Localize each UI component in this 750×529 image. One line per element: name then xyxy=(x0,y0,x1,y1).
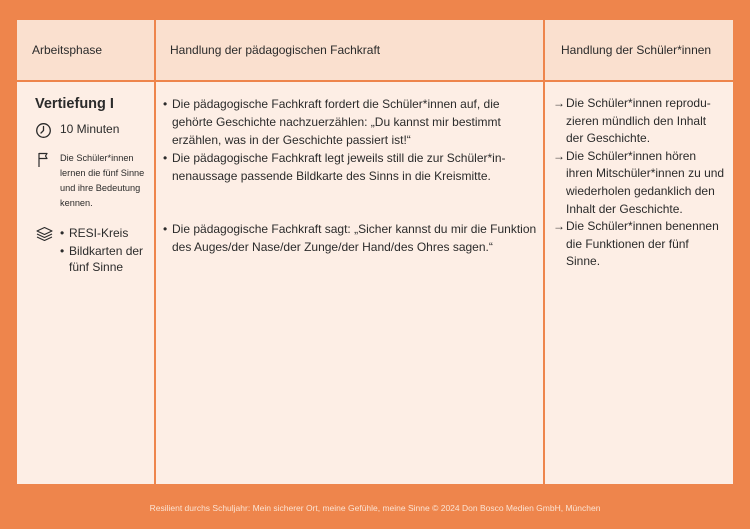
teacher-bullet: • Die pädagogische Fachkraft legt jeweils still die zur Schüler*innenaussage passende Bildkarte des Sinns in die Kreismitte. xyxy=(163,149,543,185)
copyright-footer: Resilient durchs Schuljahr: Mein sicherer Ort, meine Gefühle, meine Sinne © 2024 Don Bosco Medien GmbH, München xyxy=(149,503,601,513)
teacher-bullet: • Die pädagogische Fachkraft fordert die Schüler*innen auf, die gehörte Geschichte nachzuerzählen: „Du kannst mir bestimmt erzählen, was in der Geschichte passiert ist!“ xyxy=(163,95,543,149)
goal-row xyxy=(35,151,155,211)
student-item: → Die Schüler*innen reproduzieren mündlich den Inhalt der Geschichte. xyxy=(553,95,725,148)
table-header xyxy=(17,20,733,82)
duration-row xyxy=(35,122,155,136)
teacher-column xyxy=(163,95,543,256)
student-item: → Die Schüler*innen hören ihren Mitschüler*innen zu und wiederholen gedanklich den Inhalt der Geschichte. xyxy=(553,148,725,218)
list-item: • Bildkarten der fünf Sinne xyxy=(60,243,155,275)
materials-list xyxy=(60,225,155,275)
materials-row xyxy=(35,225,155,275)
student-item: → Die Schüler*innen benennen die Funktionen der fünf Sinne. xyxy=(553,218,725,271)
lesson-plan-table xyxy=(17,20,733,484)
goal-text: Die Schüler*innen lernen die fünf Sinne und ihre Bedeutung kennen. xyxy=(60,153,145,208)
column-divider xyxy=(543,20,545,484)
list-item: • RESI-Kreis xyxy=(60,225,155,241)
header-schueler: Handlung der Schüler*innen xyxy=(561,43,712,57)
phase-column xyxy=(35,96,155,277)
clock-icon xyxy=(35,122,52,142)
header-fachkraft: Handlung der pädagogischen Fachkraft xyxy=(170,43,381,57)
duration-text: 10 Minuten xyxy=(60,122,120,136)
teacher-bullet: • Die pädagogische Fachkraft sagt: „Sicher kannst du mir die Funktion des Auges/der Nase/der Zunge/der Hand/des Ohres sagen.“ xyxy=(163,220,543,256)
header-arbeitsphase: Arbeitsphase xyxy=(32,43,103,57)
students-column xyxy=(553,95,725,271)
phase-title: Vertiefung I xyxy=(35,96,114,112)
flag-icon xyxy=(35,151,52,173)
stack-icon xyxy=(35,225,54,247)
